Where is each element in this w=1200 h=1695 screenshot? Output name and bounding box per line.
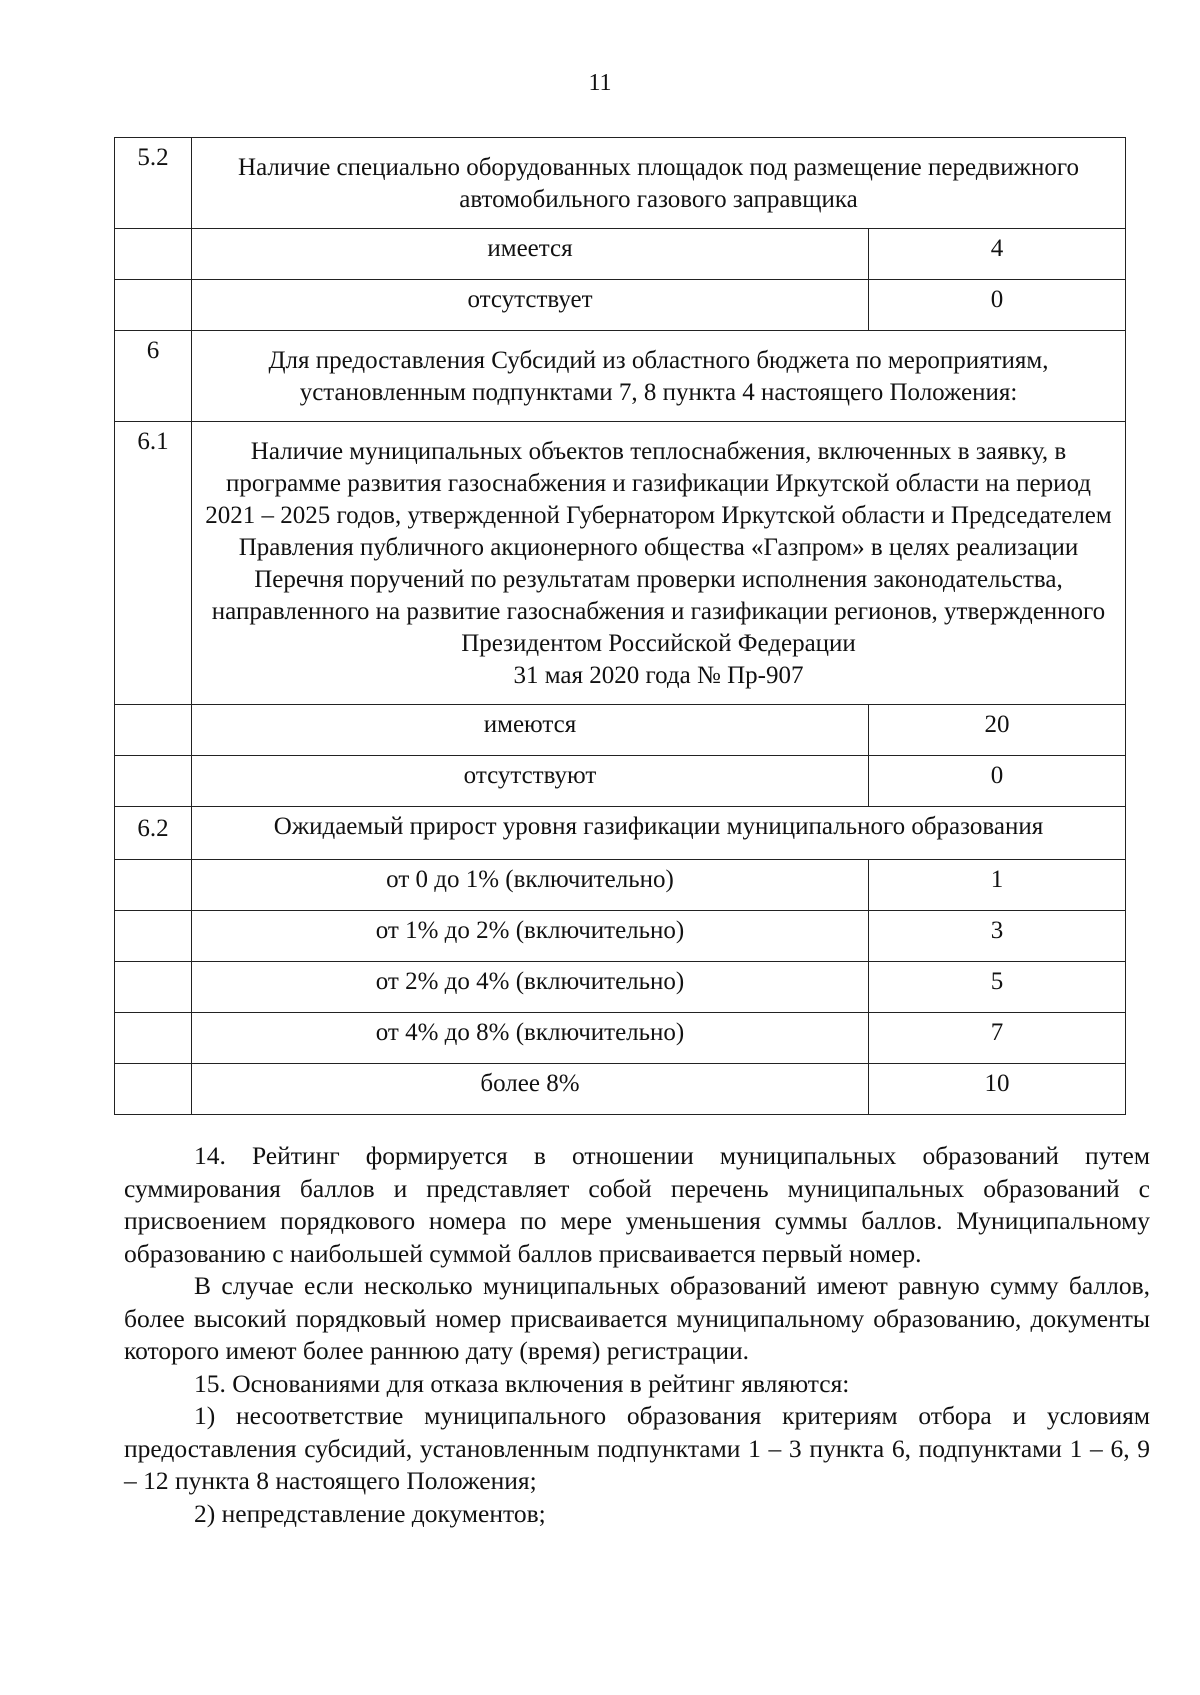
table-row — [115, 422, 1126, 705]
item-number: 6.1 — [115, 422, 192, 705]
option-score: 0 — [869, 756, 1126, 807]
option-score: 10 — [869, 1064, 1126, 1115]
option-label: от 4% до 8% (включительно) — [192, 1013, 869, 1064]
option-score: 0 — [869, 280, 1126, 331]
option-label: от 0 до 1% (включительно) — [192, 860, 869, 911]
option-score: 1 — [869, 860, 1126, 911]
table-row — [115, 705, 1126, 756]
paragraph: 15. Основаниями для отказа включения в рейтинг являются: — [194, 1368, 850, 1398]
table-row — [115, 911, 1126, 962]
table-row — [115, 860, 1126, 911]
table-row — [115, 138, 1126, 229]
option-label: от 1% до 2% (включительно) — [192, 911, 869, 962]
criterion-title: Наличие специально оборудованных площадок под размещение передвижного автомобильного газового заправщика — [192, 138, 1126, 229]
option-score: 4 — [869, 229, 1126, 280]
criterion-title: Ожидаемый прирост уровня газификации муниципального образования — [192, 807, 1126, 860]
empty-cell — [115, 962, 192, 1013]
item-number: 5.2 — [115, 138, 192, 229]
empty-cell — [115, 860, 192, 911]
table-row — [115, 331, 1126, 422]
criterion-title — [192, 422, 1126, 705]
criteria-table — [114, 137, 1126, 1115]
table-row — [115, 962, 1126, 1013]
empty-cell — [115, 229, 192, 280]
option-label: отсутствуют — [192, 756, 869, 807]
option-label: отсутствует — [192, 280, 869, 331]
table-row — [115, 1013, 1126, 1064]
empty-cell — [115, 1013, 192, 1064]
option-label: имеется — [192, 229, 869, 280]
option-label: от 2% до 4% (включительно) — [192, 962, 869, 1013]
option-score: 3 — [869, 911, 1126, 962]
page-number: 11 — [588, 70, 612, 96]
empty-cell — [115, 1064, 192, 1115]
empty-cell — [115, 756, 192, 807]
item-number: 6 — [115, 331, 192, 422]
option-score: 20 — [869, 705, 1126, 756]
paragraph: 2) непредставление документов; — [194, 1498, 546, 1528]
option-score: 7 — [869, 1013, 1126, 1064]
item-number: 6.2 — [115, 807, 192, 860]
option-label: более 8% — [192, 1064, 869, 1115]
empty-cell — [115, 911, 192, 962]
table-row — [115, 807, 1126, 860]
table-row — [115, 280, 1126, 331]
criterion-title: Для предоставления Субсидий из областного бюджета по мероприятиям, установленным подпунктами 7, 8 пункта 4 настоящего Положения: — [192, 331, 1126, 422]
paragraph: 14. Рейтинг формируется в отношении муниципальных образований путем суммирования баллов и представляет собой перечень муниципальных образований с присвоением порядкового номера по мере уменьшения суммы баллов. Муниципальному образованию с наибольшей суммой баллов присваивается первый номер. — [124, 1141, 1150, 1268]
body-text — [124, 1140, 1150, 1530]
paragraph: 1) несоответствие муниципального образования критериям отбора и условиям предоставления субсидий, установленным подпунктами 1 – 3 пункта 6, подпунктами 1 – 6, 9 – 12 пункта 8 настоящего Положения; — [124, 1401, 1150, 1495]
table-row — [115, 756, 1126, 807]
empty-cell — [115, 280, 192, 331]
criterion-title-date: 31 мая 2020 года № Пр-907 — [513, 662, 804, 689]
option-score: 5 — [869, 962, 1126, 1013]
criterion-title-text: Наличие муниципальных объектов теплоснабжения, включенных в заявку, в программе развития газоснабжения и газификации Иркутской области на период 2021 – 2025 годов, утвержденной Губернатором Иркутской области и Председателем Правления публичного акционерного общества «Газпром» в целях реализации Перечня поручений по результатам проверки исполнения законодательства, направленного на развитие газоснабжения и газификации регионов, утвержденного Президентом Российской Федерации — [205, 438, 1112, 657]
option-label: имеются — [192, 705, 869, 756]
paragraph: В случае если несколько муниципальных образований имеют равную сумму баллов, более высокий порядковый номер присваивается муниципальному образованию, документы которого имеют более раннюю дату (время) регистрации. — [124, 1271, 1150, 1365]
empty-cell — [115, 705, 192, 756]
table-row — [115, 1064, 1126, 1115]
table-row — [115, 229, 1126, 280]
